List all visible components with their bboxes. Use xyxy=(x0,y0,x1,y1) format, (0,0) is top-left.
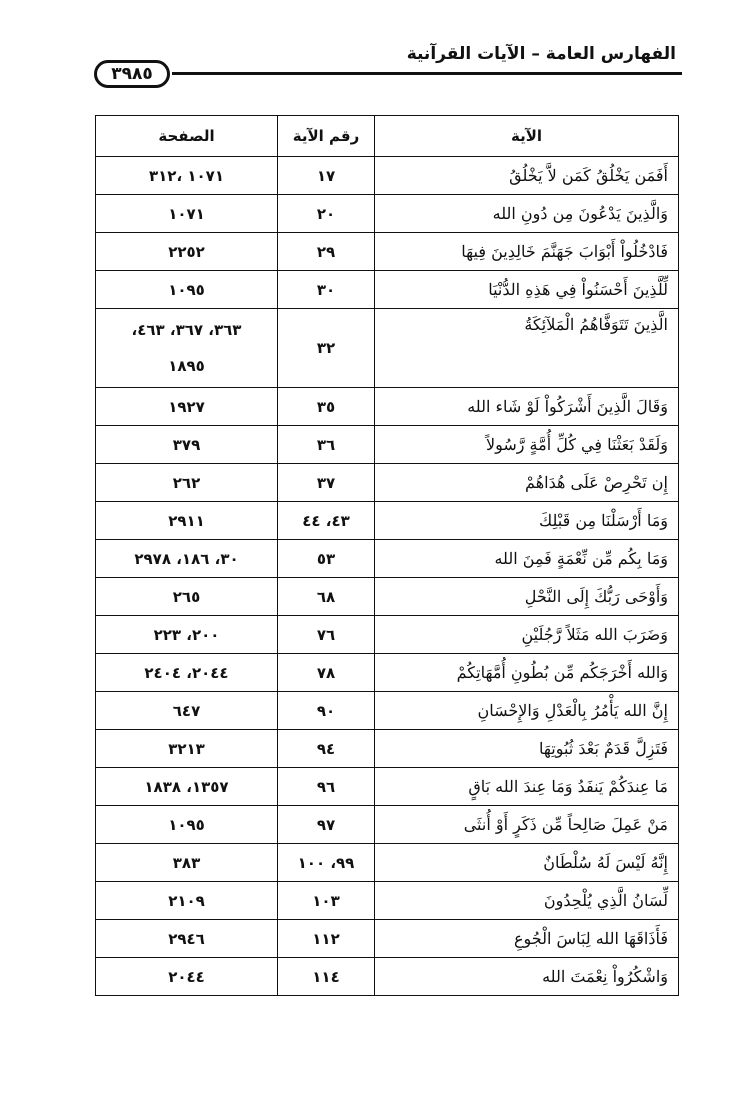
page-cell: ٢٩٤٦ xyxy=(96,920,278,958)
verse-number-cell: ٧٦ xyxy=(278,616,375,654)
verse-cell: لِّلَّذِينَ أَحْسَنُواْ فِي هَذِهِ الدُّنْيَا xyxy=(375,271,679,309)
page-cell: ١٠٩٥ xyxy=(96,271,278,309)
table-row xyxy=(96,730,679,768)
verse-cell: وَالَّذِينَ يَدْعُونَ مِن دُونِ الله xyxy=(375,195,679,233)
column-header-verse-number: رقم الآية xyxy=(278,116,375,157)
page-cell: ٢٠٤٤، ٢٤٠٤ xyxy=(96,654,278,692)
table-row xyxy=(96,806,679,844)
verse-number-cell: ٣٠ xyxy=(278,271,375,309)
verse-index-table xyxy=(95,115,679,996)
verse-number-cell: ٣٧ xyxy=(278,464,375,502)
verse-cell: وَمَا بِكُم مِّن نِّعْمَةٍ فَمِنَ الله xyxy=(375,540,679,578)
page-cell: ٢٩١١ xyxy=(96,502,278,540)
verse-cell: وَأَوْحَى رَبُّكَ إِلَى النَّحْلِ xyxy=(375,578,679,616)
table-row xyxy=(96,616,679,654)
verse-number-cell: ٩٧ xyxy=(278,806,375,844)
verse-number-cell: ٦٨ xyxy=(278,578,375,616)
table-row xyxy=(96,768,679,806)
verse-number-cell: ١٧ xyxy=(278,157,375,195)
verse-cell: وَقَالَ الَّذِينَ أَشْرَكُواْ لَوْ شَاء الله xyxy=(375,388,679,426)
page-cell: ٣٨٣ xyxy=(96,844,278,882)
table-row xyxy=(96,920,679,958)
page-number: ٣٩٨٥ xyxy=(111,64,153,84)
page-line: ٣٦٣، ٣٦٧، ٤٦٣، xyxy=(131,321,242,339)
table-row xyxy=(96,654,679,692)
page-header xyxy=(92,40,682,88)
page-cell: ١٩٢٧ xyxy=(96,388,278,426)
verse-cell: إِن تَحْرِصْ عَلَى هُدَاهُمْ xyxy=(375,464,679,502)
table-header-row xyxy=(96,116,679,157)
column-header-verse: الآية xyxy=(375,116,679,157)
page-cell: ٢٠٠، ٢٢٣ xyxy=(96,616,278,654)
table-row xyxy=(96,426,679,464)
verse-number-cell: ٩٦ xyxy=(278,768,375,806)
verse-number-cell: ٩٤ xyxy=(278,730,375,768)
verse-cell: مَنْ عَمِلَ صَالِحاً مِّن ذَكَرٍ أَوْ أُنثَى xyxy=(375,806,679,844)
page-cell: ٢٢٥٢ xyxy=(96,233,278,271)
verse-cell: وَاشْكُرُواْ نِعْمَتَ الله xyxy=(375,958,679,996)
verse-cell: الَّذِينَ تَتَوَفَّاهُمُ الْمَلآئِكَةُ xyxy=(375,309,679,388)
page-cell: ٣٢١٣ xyxy=(96,730,278,768)
table-row xyxy=(96,692,679,730)
page-cell: ١٠٩٥ xyxy=(96,806,278,844)
page-line: ١٨٩٥ xyxy=(168,357,205,375)
table-row xyxy=(96,578,679,616)
verse-cell: فَادْخُلُواْ أَبْوَابَ جَهَنَّمَ خَالِدِينَ فِيهَا xyxy=(375,233,679,271)
table-row xyxy=(96,464,679,502)
verse-number-cell: ١١٤ xyxy=(278,958,375,996)
verse-cell: فَأَذَاقَهَا الله لِبَاسَ الْجُوعِ xyxy=(375,920,679,958)
header-rule xyxy=(172,72,682,75)
page-number-badge xyxy=(94,60,170,88)
verse-cell: وَالله أَخْرَجَكُم مِّن بُطُونِ أُمَّهَاتِكُمْ xyxy=(375,654,679,692)
header-title: الفهارس العامة – الآيات القرآنية xyxy=(406,44,676,64)
page-cell: ٣٧٩ xyxy=(96,426,278,464)
verse-cell: فَتَزِلَّ قَدَمٌ بَعْدَ ثُبُوتِهَا xyxy=(375,730,679,768)
verse-number-cell: ٩٩، ١٠٠ xyxy=(278,844,375,882)
verse-number-cell: ٣٥ xyxy=(278,388,375,426)
page-cell: ٢١٠٩ xyxy=(96,882,278,920)
table-row xyxy=(96,540,679,578)
table-row xyxy=(96,271,679,309)
verse-number-cell: ٣٦ xyxy=(278,426,375,464)
table-row xyxy=(96,309,679,388)
table-row xyxy=(96,157,679,195)
verse-cell: لِّسَانُ الَّذِي يُلْحِدُونَ xyxy=(375,882,679,920)
table-row xyxy=(96,388,679,426)
page-cell: ١٣٥٧، ١٨٣٨ xyxy=(96,768,278,806)
page-cell: ٣٠، ١٨٦، ٢٩٧٨ xyxy=(96,540,278,578)
verse-cell: وَلَقَدْ بَعَثْنَا فِي كُلِّ أُمَّةٍ رَّسُولاً xyxy=(375,426,679,464)
verse-number-cell: ٢٩ xyxy=(278,233,375,271)
verse-number-cell: ٣٢ xyxy=(278,309,375,388)
verse-cell: إِنَّ الله يَأْمُرُ بِالْعَدْلِ وَالإِحْسَانِ xyxy=(375,692,679,730)
page-cell: ١٠٧١ xyxy=(96,195,278,233)
verse-number-cell: ٢٠ xyxy=(278,195,375,233)
table-body xyxy=(96,157,679,996)
verse-cell: إِنَّهُ لَيْسَ لَهُ سُلْطَانٌ xyxy=(375,844,679,882)
verse-number-cell: ٤٣، ٤٤ xyxy=(278,502,375,540)
verse-cell: مَا عِندَكُمْ يَنفَدُ وَمَا عِندَ الله بَاقٍ xyxy=(375,768,679,806)
verse-number-cell: ٥٣ xyxy=(278,540,375,578)
table-row xyxy=(96,958,679,996)
table-row xyxy=(96,233,679,271)
page-cell: ٢٦٢ xyxy=(96,464,278,502)
page-cell: ١٠٧١ ،٣١٢ xyxy=(96,157,278,195)
verse-number-cell: ٩٠ xyxy=(278,692,375,730)
verse-cell: وَضَرَبَ الله مَثَلاً رَّجُلَيْنِ xyxy=(375,616,679,654)
page-cell xyxy=(96,309,278,388)
verse-cell: أَفَمَن يَخْلُقُ كَمَن لاَّ يَخْلُقُ xyxy=(375,157,679,195)
verse-cell: وَمَا أَرْسَلْنَا مِن قَبْلِكَ xyxy=(375,502,679,540)
page-cell: ٢٦٥ xyxy=(96,578,278,616)
table-row xyxy=(96,502,679,540)
table-row xyxy=(96,882,679,920)
table-row xyxy=(96,195,679,233)
verse-number-cell: ١٠٣ xyxy=(278,882,375,920)
page-cell: ٦٤٧ xyxy=(96,692,278,730)
column-header-page: الصفحة xyxy=(96,116,278,157)
verse-number-cell: ١١٢ xyxy=(278,920,375,958)
verse-number-cell: ٧٨ xyxy=(278,654,375,692)
table-row xyxy=(96,844,679,882)
page-cell: ٢٠٤٤ xyxy=(96,958,278,996)
